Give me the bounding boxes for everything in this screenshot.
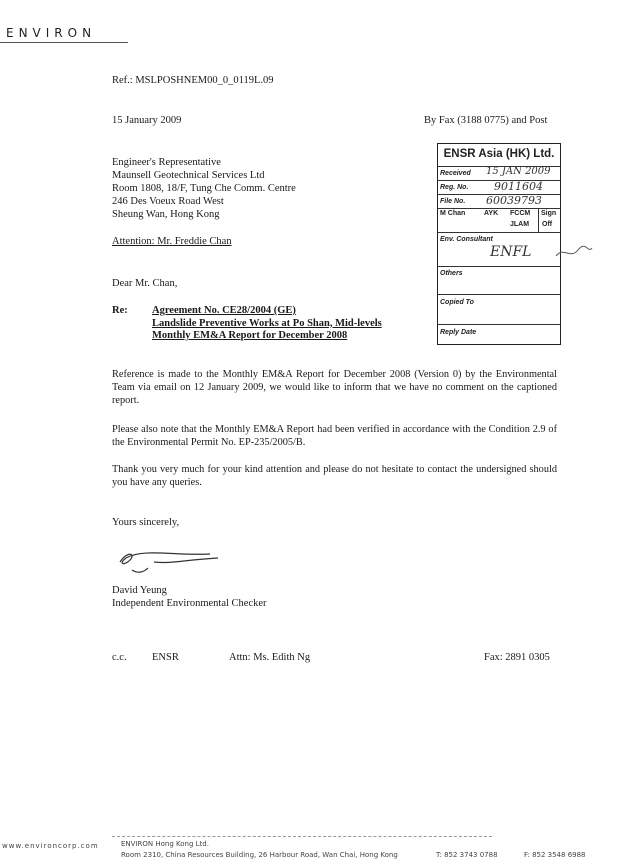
closing: Yours sincerely, xyxy=(112,517,180,528)
signer-name: David Yeung xyxy=(112,585,167,596)
attention-line: Attention: Mr. Freddie Chan xyxy=(112,236,232,247)
stamp-sign: Sign xyxy=(541,210,557,217)
body-paragraph: Thank you very much for your kind attention and please do not hesitate to contact the undersigned should you have any queries. xyxy=(112,464,557,488)
stamp-divider xyxy=(438,294,560,295)
stamp-jlam: JLAM xyxy=(510,221,530,228)
stamp-divider xyxy=(438,232,560,233)
subject-lines xyxy=(152,305,382,343)
subject-label: Re: xyxy=(112,305,128,316)
stamp-copied-label: Copied To xyxy=(440,299,474,306)
logo-underline xyxy=(0,42,128,43)
stamp-ayk: AYK xyxy=(484,210,499,217)
stamp-received-value: 15 JAN 2009 xyxy=(486,166,551,177)
handwritten-mark-icon xyxy=(554,242,594,262)
subject-line: Agreement No. CE28/2004 (GE) xyxy=(152,305,296,316)
body-paragraph: Reference is made to the Monthly EM&A Report for December 2008 (Version 0) by the Environmental Team via email on 12 January 2009, we would like to inform that we have no comment on the captioned report. xyxy=(112,369,557,406)
address-line: Room 1808, 18/F, Tung Che Comm. Centre xyxy=(112,183,296,194)
body-paragraph: Please also note that the Monthly EM&A Report had been verified in accordance with the Condition 2.9 of the Environmental Permit No. EP-235/2005/B. xyxy=(112,424,557,448)
stamp-consultant-value: ENFL xyxy=(490,244,532,260)
stamp-reg-label: Reg. No. xyxy=(440,184,469,191)
stamp-m-chan: M Chan xyxy=(440,210,466,217)
stamp-file-label: File No. xyxy=(440,198,466,205)
stamp-off: Off xyxy=(542,221,553,228)
signer-title: Independent Environmental Checker xyxy=(112,598,267,609)
footer-phone: T: 852 3743 0788 xyxy=(436,851,498,859)
salutation: Dear Mr. Chan, xyxy=(112,278,178,289)
recipient-address xyxy=(112,156,296,221)
stamp-divider xyxy=(438,208,560,209)
stamp-divider xyxy=(438,324,560,325)
stamp-divider xyxy=(438,266,560,267)
footer-website: www.environcorp.com xyxy=(2,842,99,850)
stamp-reg-value: 9011604 xyxy=(494,180,543,193)
stamp-fccm: FCCM xyxy=(510,210,531,217)
stamp-title: ENSR Asia (HK) Ltd. xyxy=(443,148,555,160)
stamp-file-value: 60039793 xyxy=(486,194,542,207)
address-line: Sheung Wan, Hong Kong xyxy=(112,209,220,220)
stamp-received-label: Received xyxy=(440,170,471,177)
address-line: 246 Des Voeux Road West xyxy=(112,196,224,207)
stamp-others-label: Others xyxy=(440,270,463,277)
footer-company: ENVIRON Hong Kong Ltd. xyxy=(121,840,209,848)
cc-recipient: ENSR xyxy=(152,652,179,663)
footer-address: Room 2310, China Resources Building, 26 Harbour Road, Wan Chai, Hong Kong xyxy=(121,851,398,859)
subject-line: Monthly EM&A Report for December 2008 xyxy=(152,330,348,341)
address-line: Maunsell Geotechnical Services Ltd xyxy=(112,170,265,181)
delivery-method: By Fax (3188 0775) and Post xyxy=(424,115,548,126)
footer-fax: F: 852 3548 6988 xyxy=(524,851,586,859)
received-stamp xyxy=(437,143,561,345)
stamp-reply-label: Reply Date xyxy=(440,329,477,336)
letter-date: 15 January 2009 xyxy=(112,115,182,126)
address-line: Engineer's Representative xyxy=(112,157,221,168)
company-logo: ENVIRON xyxy=(6,26,97,40)
signature-icon xyxy=(114,540,224,580)
footer-divider xyxy=(112,836,492,837)
cc-fax: Fax: 2891 0305 xyxy=(484,652,550,663)
stamp-consultant-label: Env. Consultant xyxy=(440,236,493,243)
subject-line: Landslide Preventive Works at Po Shan, Mid-levels xyxy=(152,317,382,329)
reference-number: Ref.: MSLPOSHNEM00_0_0119L.09 xyxy=(112,75,274,86)
cc-label: c.c. xyxy=(112,652,127,663)
cc-attention: Attn: Ms. Edith Ng xyxy=(229,652,311,663)
stamp-divider xyxy=(538,208,539,232)
